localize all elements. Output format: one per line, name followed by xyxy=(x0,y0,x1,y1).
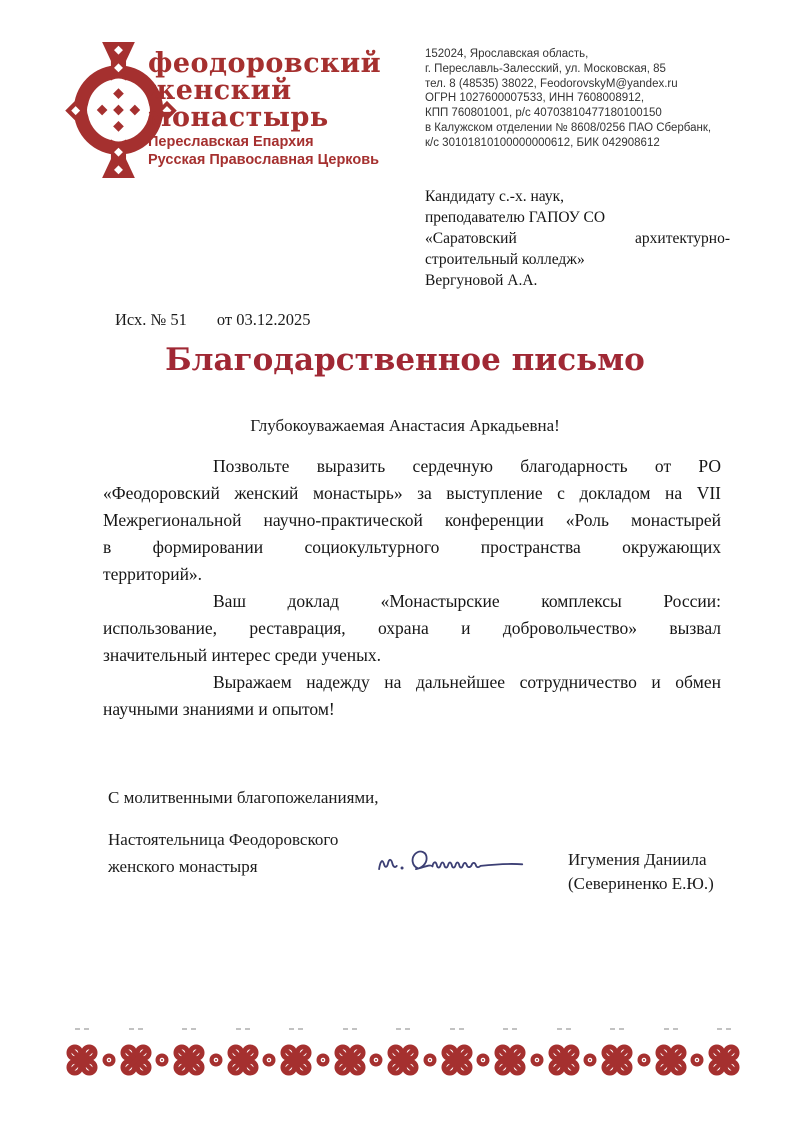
body-line: использование, реставрация, охрана и добровольчество» вызвал xyxy=(103,618,721,638)
ornament-knot-cell xyxy=(653,1028,689,1078)
knot-ornament-icon xyxy=(118,1042,154,1078)
ornament-dot-cell xyxy=(102,1053,116,1067)
ornament-dot-cell xyxy=(155,1053,169,1067)
dot-ornament-icon xyxy=(583,1053,597,1067)
ornament-knot-cell xyxy=(278,1028,314,1078)
ornament-dot-cell xyxy=(530,1053,544,1067)
body-line: Выражаем надежду на дальнейшее сотрудничество и обмен xyxy=(213,672,721,692)
dot-ornament-icon xyxy=(209,1053,223,1067)
knot-ornament-icon xyxy=(332,1042,368,1078)
signer-position-line: Настоятельница Феодоровского xyxy=(108,830,339,849)
dot-ornament-icon xyxy=(423,1053,437,1067)
letter-body xyxy=(103,453,721,723)
ornament-dot-cell xyxy=(423,1053,437,1067)
ornament-knot-cell xyxy=(171,1028,207,1078)
recipient-line: строительный колледж» xyxy=(425,251,585,268)
ornament-knot-cell xyxy=(64,1028,100,1078)
signature-row xyxy=(108,826,720,896)
letter-date: от 03.12.2025 xyxy=(216,310,311,329)
knot-ornament-icon xyxy=(385,1042,421,1078)
recipient-line: «Саратовский архитектурно- xyxy=(425,230,730,247)
ornament-dot-cell xyxy=(209,1053,223,1067)
ornament-dash xyxy=(503,1028,517,1030)
outgoing-number: Исх. № 51 xyxy=(115,310,187,329)
dot-ornament-icon xyxy=(637,1053,651,1067)
signer-name-line: (Севериненко Е.Ю.) xyxy=(568,874,714,893)
dot-ornament-icon xyxy=(316,1053,330,1067)
ornament-knot-cell xyxy=(385,1028,421,1078)
signer-name xyxy=(568,826,714,896)
recipient-block xyxy=(425,186,730,291)
ornament-dash xyxy=(450,1028,464,1030)
dot-ornament-icon xyxy=(262,1053,276,1067)
contacts-line: г. Переславль-Залесский, ул. Московская, 85 xyxy=(425,62,666,75)
salutation: Глубокоуважаемая Анастасия Аркадьевна! xyxy=(250,416,560,435)
closing-line: С молитвенными благопожеланиями, xyxy=(108,788,379,807)
dot-ornament-icon xyxy=(155,1053,169,1067)
contacts-line: тел. 8 (48535) 38022, FeodorovskyM@yandex.ru xyxy=(425,77,678,90)
org-name-line: монастырь xyxy=(148,102,329,133)
ornament-knot-cell xyxy=(118,1028,154,1078)
signer-position xyxy=(108,826,370,896)
knot-ornament-icon xyxy=(278,1042,314,1078)
body-line: Позвольте выразить сердечную благодарность от РО xyxy=(213,456,721,476)
ornament-dot-cell xyxy=(637,1053,651,1067)
contacts-line: к/с 30101810100000000612, БИК 042908612 xyxy=(425,136,660,149)
ornament-knot-cell xyxy=(332,1028,368,1078)
contacts-block xyxy=(425,47,747,151)
ornament-knot-cell xyxy=(492,1028,528,1078)
ornament-dash xyxy=(289,1028,303,1030)
signer-name-line: Игумения Даниила xyxy=(568,850,707,869)
org-name-line: феодоровский xyxy=(148,48,382,79)
body-line: Межрегиональной научно-практической конференции «Роль монастырей xyxy=(103,510,721,530)
letter-title: Благодарственное письмо xyxy=(165,342,645,378)
signer-position-line: женского монастыря xyxy=(108,857,258,876)
ornament-dash xyxy=(717,1028,731,1030)
org-subtitle-line: Русская Православная Церковь xyxy=(148,152,380,168)
dot-ornament-icon xyxy=(530,1053,544,1067)
ornament-dash xyxy=(129,1028,143,1030)
recipient-line: Вергуновой А.А. xyxy=(425,272,538,289)
handwritten-signature xyxy=(370,826,550,896)
body-line: территорий». xyxy=(103,564,203,584)
knot-ornament-icon xyxy=(706,1042,742,1078)
knot-ornament-icon xyxy=(64,1042,100,1078)
ornament-dash xyxy=(557,1028,571,1030)
knot-ornament-icon xyxy=(653,1042,689,1078)
ornament-dash xyxy=(396,1028,410,1030)
reference-line xyxy=(115,310,311,330)
recipient-line: Кандидату с.-х. наук, xyxy=(425,188,565,205)
contacts-line: ОГРН 1027600007533, ИНН 7608008912, xyxy=(425,92,645,105)
knot-ornament-icon xyxy=(171,1042,207,1078)
org-subtitle-line: Переславская Епархия xyxy=(148,134,314,150)
contacts-line: КПП 760801001, р/с 40703810477180100150 xyxy=(425,107,662,120)
ornament-knot-cell xyxy=(439,1028,475,1078)
ornament-knot-cell xyxy=(225,1028,261,1078)
org-name-line: женский xyxy=(148,75,292,106)
ornament-dash xyxy=(75,1028,89,1030)
body-line: научными знаниями и опытом! xyxy=(103,699,335,719)
ornament-dash xyxy=(182,1028,196,1030)
ornament-knot-cell xyxy=(546,1028,582,1078)
dot-ornament-icon xyxy=(690,1053,704,1067)
org-name xyxy=(148,50,381,131)
dot-ornament-icon xyxy=(476,1053,490,1067)
ornament-dot-cell xyxy=(262,1053,276,1067)
dot-ornament-icon xyxy=(102,1053,116,1067)
knot-ornament-icon xyxy=(492,1042,528,1078)
body-line: в формировании социокультурного пространства окружающих xyxy=(103,537,721,557)
knot-ornament-icon xyxy=(546,1042,582,1078)
ornament-dot-cell xyxy=(583,1053,597,1067)
knot-ornament-icon xyxy=(599,1042,635,1078)
dot-ornament-icon xyxy=(369,1053,383,1067)
body-line: значительный интерес среди ученых. xyxy=(103,645,382,665)
contacts-line: в Калужском отделении № 8608/0256 ПАО Сбербанк, xyxy=(425,121,712,134)
knot-ornament-icon xyxy=(439,1042,475,1078)
body-line: Ваш доклад «Монастырские комплексы России: xyxy=(213,591,721,611)
ornament-row xyxy=(64,1028,742,1078)
ornament-dash xyxy=(236,1028,250,1030)
body-line: «Феодоровский женский монастырь» за выступление с докладом на VII xyxy=(103,483,721,503)
ornament-dot-cell xyxy=(476,1053,490,1067)
ornament-dash xyxy=(610,1028,624,1030)
ornament-knot-cell xyxy=(599,1028,635,1078)
ornament-dash xyxy=(343,1028,357,1030)
contacts-line: 152024, Ярославская область, xyxy=(425,48,589,60)
ornament-dot-cell xyxy=(316,1053,330,1067)
ornament-dot-cell xyxy=(369,1053,383,1067)
org-subtitle xyxy=(148,133,379,169)
ornament-dash xyxy=(664,1028,678,1030)
ornament-knot-cell xyxy=(706,1028,742,1078)
ornament-dot-cell xyxy=(690,1053,704,1067)
recipient-line: преподавателю ГАПОУ СО xyxy=(425,209,606,226)
knot-ornament-icon xyxy=(225,1042,261,1078)
